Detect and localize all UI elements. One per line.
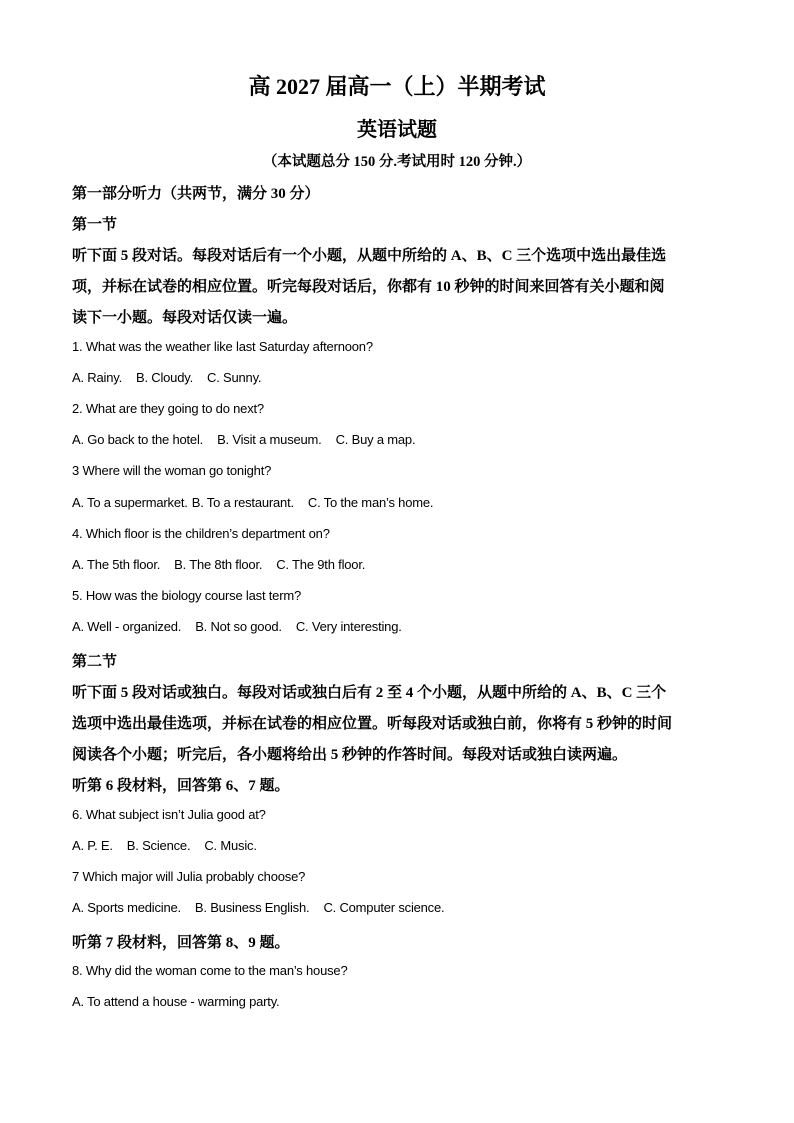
question-5: 5. How was the biology course last term? <box>72 588 301 603</box>
part1-heading: 第一部分听力（共两节，满分 30 分） <box>72 186 320 202</box>
option-b: B. Cloudy. <box>135 370 193 385</box>
option-a: A. Sports medicine. <box>72 900 181 915</box>
option-a: A. P. E. <box>72 838 113 853</box>
section1-instruction-line: 听下面 5 段对话。每段对话后有一个小题，从题中所给的 A、B、C 三个选项中选出最佳选 <box>72 248 667 264</box>
section2-instruction-line: 阅读各个小题；听完后，各小题将给出 5 秒钟的作答时间。每段对话或独白读两遍。 <box>72 747 628 763</box>
question-2-options <box>72 432 429 447</box>
question-8-options <box>72 994 293 1009</box>
option-b: B. Science. <box>126 838 191 853</box>
option-a: A. Go back to the hotel. <box>72 432 204 447</box>
option-a: A. Well - organized. <box>72 619 182 634</box>
option-c: C. Buy a map. <box>335 432 416 447</box>
option-a: A. Rainy. <box>72 370 122 385</box>
exam-note: （本试题总分 150 分.考试用时 120 分钟.） <box>262 154 532 170</box>
option-c: C. The 9th floor. <box>276 557 366 572</box>
question-6: 6. What subject isn’t Julia good at? <box>72 807 266 822</box>
option-a: A. To a supermarket. <box>72 495 188 510</box>
question-2: 2. What are they going to do next? <box>72 401 264 416</box>
option-b: B. The 8th floor. <box>174 557 263 572</box>
exam-subtitle: 英语试题 <box>357 119 437 141</box>
option-b: B. Not so good. <box>195 619 282 634</box>
question-1-options <box>72 370 275 385</box>
section2-instruction-line: 选项中选出最佳选项，并标在试卷的相应位置。听每段对话或独白前，你将有 5 秒钟的时间 <box>72 716 673 732</box>
section2-instruction-line: 听下面 5 段对话或独白。每段对话或独白后有 2 至 4 个小题，从题中所给的 A、B、C 三个 <box>72 685 667 701</box>
question-3-options <box>72 495 447 510</box>
material-7-heading: 听第 7 段材料，回答第 8、9 题。 <box>72 935 290 951</box>
option-c: C. Music. <box>204 838 257 853</box>
question-1: 1. What was the weather like last Saturday afternoon? <box>72 339 373 354</box>
option-b: B. Visit a museum. <box>217 432 322 447</box>
question-7: 7 Which major will Julia probably choose? <box>72 869 306 884</box>
option-b: B. Business English. <box>194 900 310 915</box>
exam-title: 高 2027 届高一（上）半期考试 <box>248 74 546 99</box>
question-3: 3 Where will the woman go tonight? <box>72 463 272 478</box>
option-b: B. To a restaurant. <box>191 495 294 510</box>
section1-heading: 第一节 <box>72 217 118 233</box>
section2-heading: 第二节 <box>72 654 118 670</box>
option-a: A. To attend a house - warming party. <box>72 994 280 1009</box>
question-4-options <box>72 557 379 572</box>
section1-instruction-line: 项，并标在试卷的相应位置。听完每段对话后，你都有 10 秒钟的时间来回答有关小题和阅 <box>72 279 665 295</box>
option-c: C. To the man’s home. <box>307 495 434 510</box>
section1-instruction-line: 读下一小题。每段对话仅读一遍。 <box>72 310 298 326</box>
material-6-heading: 听第 6 段材料，回答第 6、7 题。 <box>72 778 290 794</box>
question-8: 8. Why did the woman come to the man’s house? <box>72 963 348 978</box>
question-5-options <box>72 619 416 634</box>
option-a: A. The 5th floor. <box>72 557 161 572</box>
question-6-options <box>72 838 271 853</box>
question-4: 4. Which floor is the children’s department on? <box>72 526 330 541</box>
question-7-options <box>72 900 458 915</box>
option-c: C. Very interesting. <box>295 619 402 634</box>
option-c: C. Computer science. <box>323 900 445 915</box>
option-c: C. Sunny. <box>207 370 262 385</box>
